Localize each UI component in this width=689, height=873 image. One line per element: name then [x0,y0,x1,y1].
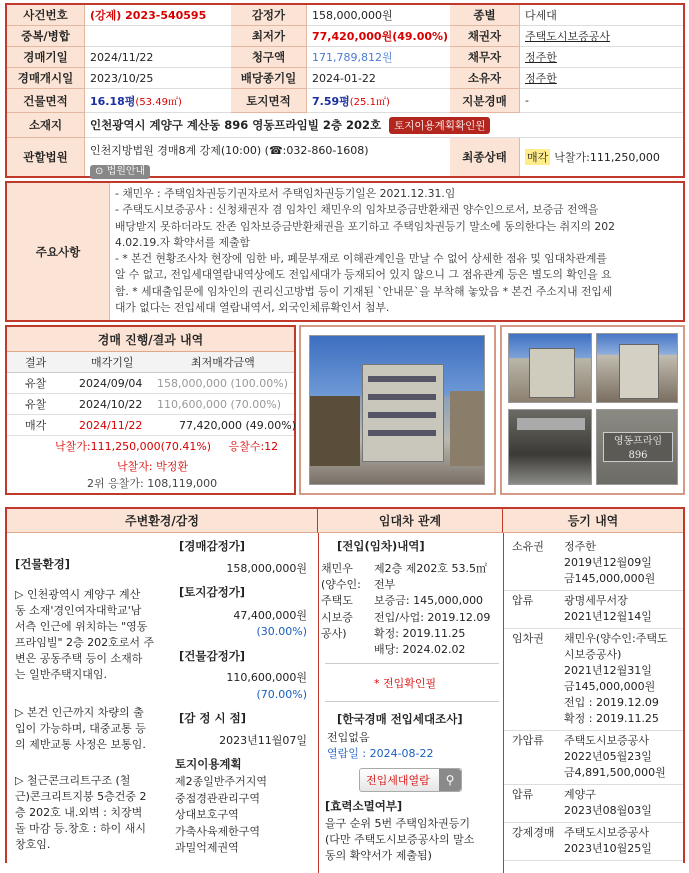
registry-kind: 가압류 [512,734,544,747]
col-result: 결과 [25,356,47,369]
env-paragraph-2 [15,705,146,753]
tenant-confirm: 확정: 2019.11.25 [374,626,466,640]
env-line: 층 202호 내.외벽 : 치장벽 [15,806,143,819]
appraisal-amount: 158,000,000원 [226,562,307,575]
notes-line: - * 본건 현황조사차 현장에 임한 바, 폐문부재로 이해관계인을 만날 수 없어 상세한 점유 및 임대차관계를 [115,252,607,266]
row-date: 2024/10/22 [79,398,143,411]
env-line: 근)콘크리트지붕 5층건중 2 [15,790,147,803]
registry-line: 2021년12월14일 [564,610,652,623]
type-label: 종별 [450,5,520,26]
col-date: 매각기일 [91,356,134,369]
building-area-sqm: (53.49㎡) [135,97,182,108]
summary-winner: 낙찰자: 박정환 [117,460,188,473]
appraisal-heading: [경매감정가] [179,539,246,553]
row-amount: 158,000,000 (100.00%) [157,377,289,390]
land-appraisal-pct: (30.00%) [256,625,307,638]
final-status [520,138,683,176]
address-row [85,113,683,138]
view-date: 열람일 : 2024-08-22 [327,747,434,760]
search-icon: ⚲ [439,769,461,791]
registry-line: 광명세무서장 [564,594,628,607]
auction-progress-box [5,325,296,495]
env-line: 입이 가능하며, 대중교통 등 [15,722,146,735]
auction-date: 2024/11/22 [85,47,231,68]
case-number: (강제) 2023-540595 [85,5,231,26]
summary-price [55,440,278,455]
demand-date: 2024-01-22 [307,68,450,89]
land-area-label: 토지면적 [231,89,307,113]
extinction-line: (다만 주택도시보증공사의 말소 [325,833,475,846]
notes-line: 대가 없다는 전입세대 열람내역서, 외국인체류확인서 첨부. [115,301,390,315]
env-line: 동 소재'경인여자대학교'남 [15,604,142,617]
thumb-photo-1[interactable] [508,333,592,403]
building-appraisal-pct: (70.00%) [256,688,307,701]
env-line: 서측 인근에 위치하는 "영동 [15,620,148,633]
household-view-label: 전입세대열람 [366,774,430,787]
dup-value [85,26,231,47]
case-info-table [5,3,685,178]
registry-line: 확정 : 2019.11.25 [564,712,659,725]
notes-line: 알 수 없고, 전입세대열람내역상에도 전입세대가 등재되어 있지 않으니 그 점유관계 등은 별도의 확인을 요 [115,268,612,282]
tenant-unit: 제2층 제202호 53.5㎡ [374,562,487,575]
registry-item [504,731,683,785]
registry-item [504,537,683,591]
row-result: 매각 [25,419,47,432]
sign-number: 896 [628,450,648,461]
registry-item [504,591,683,629]
share-value: - [520,89,683,113]
share-label: 지분경매 [450,89,520,113]
env-line: 창호임. [15,838,51,851]
appraisal-date: 2023년11월07일 [219,734,307,747]
land-plan-item: 중점경관관리구역 [175,791,261,805]
registry-title: 등기 내역 [503,509,683,533]
auction-date-label: 경매기일 [7,47,85,68]
extinction-text [325,816,474,864]
building-area-label: 건물면적 [7,89,85,113]
owner-label: 소유자 [450,68,520,89]
env-title: 주변환경/감정 [7,509,318,533]
row-result: 유찰 [25,398,47,411]
extinction-line: 을구 순위 5번 주택임차권등기 [325,817,470,830]
registry-item [504,823,683,861]
notes-line: 배당받지 못하더라도 잔존 임차보증금반환채권을 포기하고 주택임차권등기 말소에 동의한다는 취지의 202 [115,219,615,233]
land-plan-item: 가축사육제한구역 [175,824,261,838]
registry-item [504,785,683,823]
final-price: 낙찰가:111,250,000 [554,151,660,164]
tenant-dividend: 배당: 2024.02.02 [374,643,466,657]
registry-kind: 압류 [512,594,534,607]
debtor-link[interactable]: 정주한 [520,47,683,68]
registry-line: 금4,891,500,000원 [564,766,666,779]
household-view-button[interactable] [359,768,462,792]
household-survey-heading: [한국경매 전입세대조사] [337,712,463,726]
thumb-photo-frame [500,325,685,495]
demand-date-label: 배당종기일 [231,68,307,89]
land-appraisal-heading: [토지감정가] [179,585,246,599]
env-line: 는 일반주택지대임. [15,668,108,681]
land-plan-heading: 토지이용계획 [175,757,242,771]
thumb-photo-4[interactable] [596,409,678,485]
summary-price-value: 낙찰가:111,250,000(70.41%) [55,440,212,453]
registry-line: 정주한 [564,540,596,553]
tenant-assignee-4: 공사) [321,626,347,640]
start-date-label: 경매개시일 [7,68,85,89]
creditor-label: 채권자 [450,26,520,47]
sold-tag: 매각 [527,151,549,164]
env-line: ▷ 본건 인근까지 차량의 출 [15,706,144,719]
tenant-movein: 전입/사업: 2019.12.09 [374,610,491,624]
building-appraisal-heading: [건물감정가] [179,649,246,663]
lease-heading: [전입(임차)내역] [337,539,425,553]
land-area [307,89,450,113]
notes-label: 주요사항 [7,183,110,320]
env-line: 프라임빌" 2층 202호로서 주 [15,636,155,649]
debtor-label: 채무자 [450,47,520,68]
land-appraisal-amount: 47,400,000원 [233,609,307,622]
court-info-label: 법원안내 [106,165,146,177]
land-area-sqm: (25.1㎡) [349,97,390,108]
court-text: 인천지방법원 경매8계 강제(10:00) (☎:032-860-1608) [90,144,369,157]
registry-line: 금145,000,000원 [564,572,656,585]
land-area-pyeong: 7.59평 [312,94,350,108]
notes-line: 함. * 세대출입문에 임차인의 권리신고방법 등이 기재된 `안내문`을 부착해 놓았음 * 본건 주소지내 전입세 [115,284,613,298]
notes-text [115,186,681,316]
registry-kind: 강제경매 [512,826,555,839]
movein-confirmed: * 전입확인필 [374,677,437,690]
progress-header [7,352,294,373]
env-line: 돌 마감 등.창호 : 하이 새시 [15,822,146,835]
notes-line: - 주택도시보증공사 : 신청채권자 겸 임차인 채민우의 임차보증금반환채권 양수인으로서, 보증금 전액을 [115,203,599,217]
registry-line: 주택도시보증공사 [564,734,650,747]
building-area-pyeong: 16.18평 [90,94,136,108]
address-label: 소재지 [7,113,85,138]
env-paragraph-1 [15,587,154,683]
creditor-link[interactable]: 주택도시보증공사 [520,26,683,47]
progress-row [7,394,294,415]
land-plan-item: 제2종일반주거지역 [175,775,268,788]
tenant-assignee-3: 시보증 [321,610,353,624]
registry-line: 2019년12월09일 [564,556,652,569]
env-paragraph-3 [15,773,147,853]
land-plan-item: 과밀억제권역 [175,841,239,854]
court-label: 관할법원 [7,138,85,176]
registry-line: 2023년10월25일 [564,842,652,855]
summary-bidders: 응찰수:12 [228,440,279,453]
start-date: 2023/10/25 [85,68,231,89]
appraisal-date-heading: [감 정 시 점] [179,711,246,725]
appraisal-label: 감정가 [231,5,307,26]
notes-line: - 채민우 : 주택임차권등기권자로서 주택임차권등기일은 2021.12.31.임 [115,187,456,200]
land-plan-item: 상대보호구역 [175,808,239,821]
land-plan-list [175,774,267,857]
notes-line: 4.02.19.자 확약서를 제출함 [115,235,250,249]
registry-line: 2022년05월23일 [564,750,652,763]
tenant-assignee-1: (양수인: [321,578,361,592]
env-line: ▷ 인천광역시 계양구 계산 [15,588,141,601]
registry-line: 주택도시보증공사 [564,826,650,839]
summary-second: 2위 응찰가: 108,119,000 [87,477,218,490]
type-value: 다세대 [520,5,683,26]
progress-row [7,415,297,436]
tenant-name-col [321,561,361,642]
progress-row [7,373,294,394]
min-price: 77,420,000원(49.00%) [307,26,450,47]
case-number-label: 사건번호 [7,5,85,26]
registry-line: 전입 : 2019.12.09 [564,696,659,709]
row-amount: 77,420,000 (49.00%) [179,419,297,432]
col-amount: 최저매각금액 [191,356,255,369]
extinction-heading: [효력소멸여부] [325,799,403,813]
tenant-all: 전부 [374,578,396,592]
tenant-assignee-2: 주택도 [321,594,353,608]
building-appraisal-amount: 110,600,000원 [226,671,307,684]
thumb-photo-2[interactable] [596,333,678,403]
court-cell [85,138,450,176]
env-heading: [건물환경] [15,557,70,571]
sign-plate [603,432,673,462]
row-result: 유찰 [25,377,47,390]
main-photo-frame [299,325,496,495]
registry-line: 채민우(양수인:주택도 [564,632,668,645]
final-status-label: 최종상태 [450,138,520,176]
min-price-label: 최저가 [231,26,307,47]
registry-kind: 임차권 [512,632,544,645]
dup-label: 중복/병합 [7,26,85,47]
claim-value: 171,789,812원 [307,47,450,68]
registry-kind: 소유권 [512,540,544,553]
main-photo[interactable] [309,335,485,485]
tenant-deposit: 보증금: 145,000,000 [374,594,484,608]
env-line: ▷ 철근콘크리트구조 (철 [15,774,131,787]
thumb-photo-3[interactable] [508,409,592,485]
env-line: 의 제반교통 사정은 보통임. [15,738,146,751]
bottom-section [5,507,685,863]
progress-title: 경매 진행/결과 내역 [7,327,294,352]
row-date: 2024/11/22 [79,419,143,432]
row-amount: 110,600,000 (70.00%) [157,398,282,411]
sign-name: 영동프라임 [613,436,663,447]
env-line: 변은 공동주택 등이 소재하 [15,652,143,665]
notes-box [5,181,685,322]
address-text: 인천광역시 계양구 계산동 896 영동프라임빌 2층 202호 [90,118,382,132]
lease-title: 임대차 관계 [318,509,503,533]
tenant-name: 채민우 [321,562,353,575]
owner-link[interactable]: 정주한 [520,68,683,89]
land-plan-badge[interactable]: 토지이용계획확인원 [389,117,490,134]
registry-line: 금145,000,000원 [564,680,656,693]
registry-line: 시보증공사) [564,648,622,661]
registry-line: 2021년12월31일 [564,664,652,677]
registry-kind: 압류 [512,788,534,801]
row-date: 2024/09/04 [79,377,143,390]
appraisal-value: 158,000,000원 [307,5,450,26]
registry-line: 계양구 [564,788,596,801]
tenant-detail-col [374,561,490,658]
household-none: 전입없음 [327,731,370,744]
registry-line: 2023년08월03일 [564,804,652,817]
extinction-line: 동의 확약서가 제출됨) [325,849,432,862]
registry-item [504,629,683,731]
court-info-button[interactable]: ⊙ 법원안내 [90,165,150,179]
building-area [85,89,231,113]
claim-label: 청구액 [231,47,307,68]
